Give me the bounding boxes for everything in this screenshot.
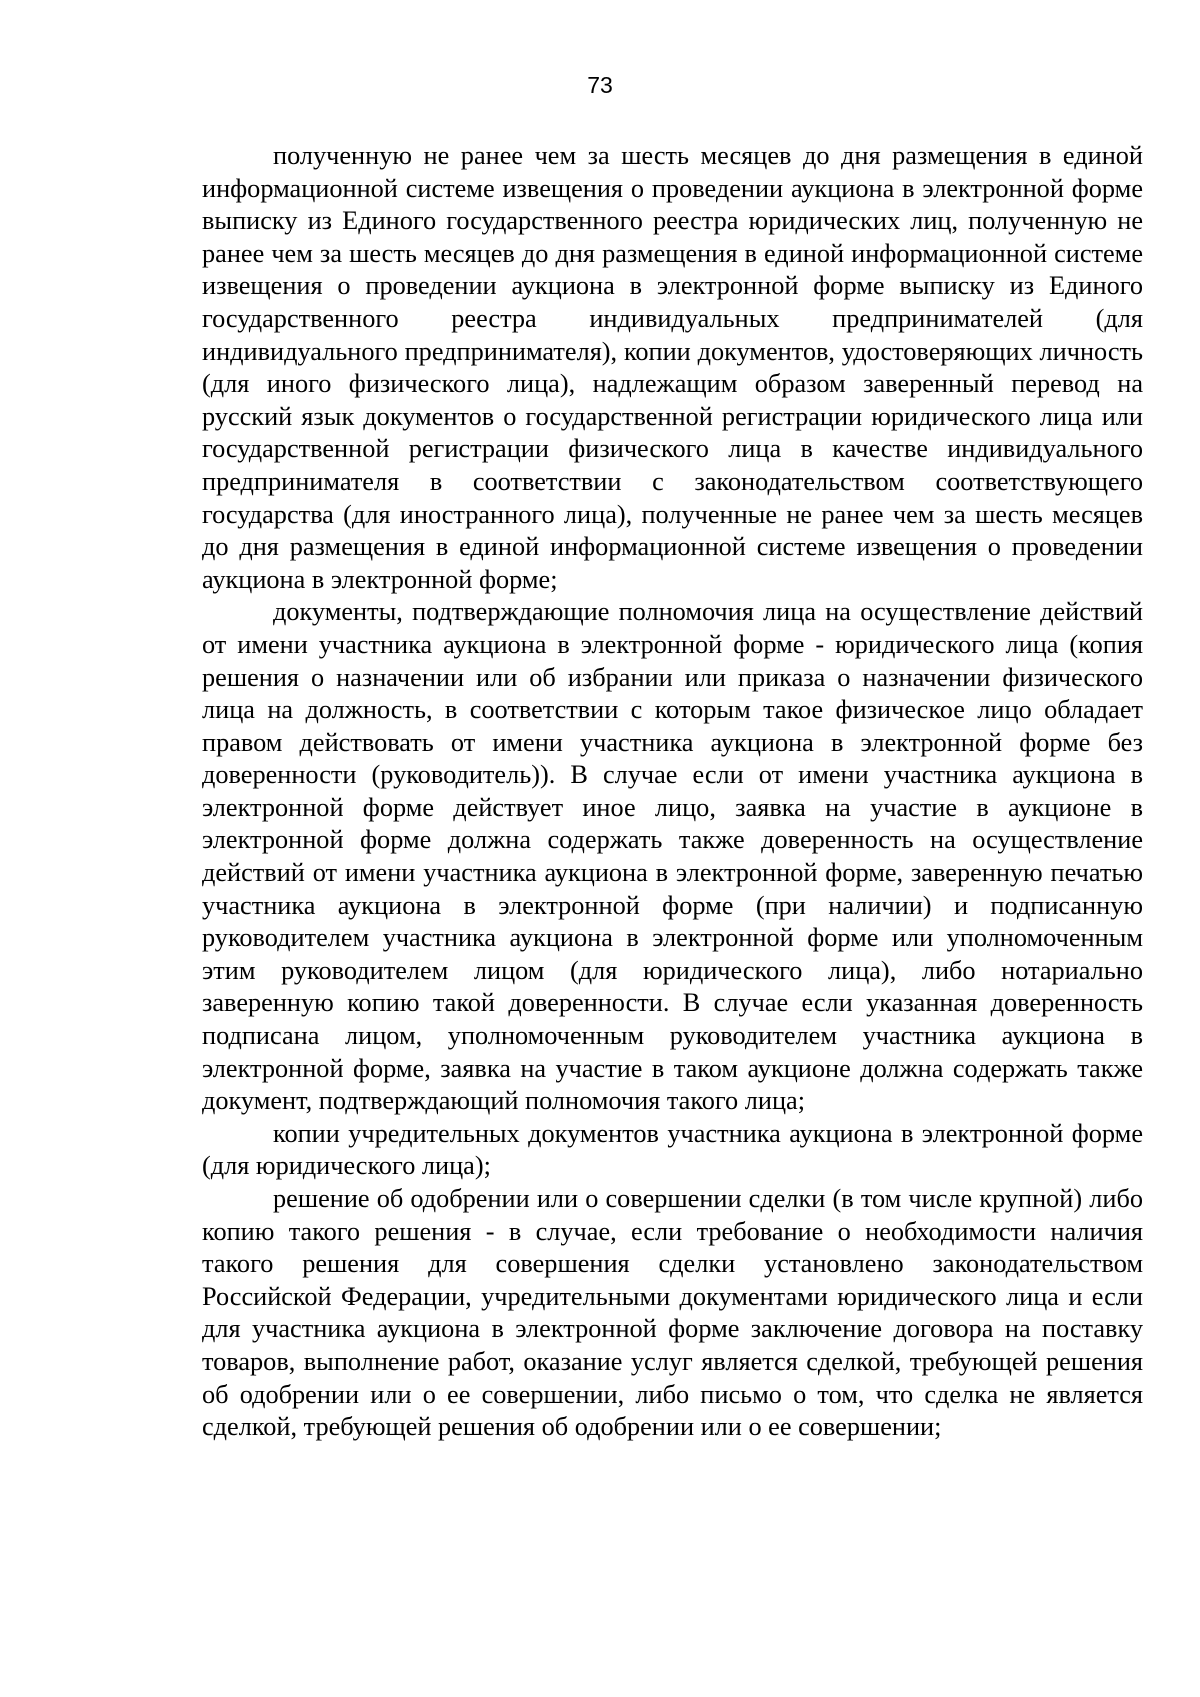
paragraph-authority-documents: документы, подтверждающие полномочия лица на осуществление действий от имени участника аукциона в электронной форме - юридического лица (копия решения о назначении или об избрании или приказа о назначении физического лица на должность, в соответствии с которым такое физическое лицо обладает правом действовать от имени участника аукциона в электронной форме без доверенности (руководитель)). В случае если от имени участника аукциона в электронной форме действует иное лицо, заявка на участие в аукционе в электронной форме должна содержать также доверенность на осуществление действий от имени участника аукциона в электронной форме, заверенную печатью участника аукциона в электронной форме (при наличии) и подписанную руководителем участника аукциона в электронной форме или уполномоченным этим руководителем лицом (для юридического лица), либо нотариально заверенную копию такой доверенности. В случае если указанная доверенность подписана лицом, уполномоченным руководителем участника аукциона в электронной форме, заявка на участие в таком аукционе должна содержать также документ, подтверждающий полномочия такого лица; xyxy=(202,597,1143,1116)
document-body xyxy=(202,140,1143,1444)
paragraph-founding-documents: копии учредительных документов участника аукциона в электронной форме (для юридического лица); xyxy=(202,1118,1143,1181)
paragraph-registry-extract: полученную не ранее чем за шесть месяцев до дня размещения в единой информационной системе извещения о проведении аукциона в электронной форме выписку из Единого государственного реестра юридических лиц, полученную не ранее чем за шесть месяцев до дня размещения в единой информационной системе извещения о проведении аукциона в электронной форме выписку из Единого государственного реестра индивидуальных предпринимателей (для индивидуального предпринимателя), копии документов, удостоверяющих личность (для иного физического лица), надлежащим образом заверенный перевод на русский язык документов о государственной регистрации юридического лица или государственной регистрации физического лица в качестве индивидуального предпринимателя в соответствии с законодательством соответствующего государства (для иностранного лица), полученные не ранее чем за шесть месяцев до дня размещения в единой информационной системе извещения о проведении аукциона в электронной форме; xyxy=(202,141,1143,594)
paragraph-transaction-approval: решение об одобрении или о совершении сделки (в том числе крупной) либо копию такого решения - в случае, если требование о необходимости наличия такого решения для совершения сделки установлено законодательством Российской Федерации, учредительными документами юридического лица и если для участника аукциона в электронной форме заключение договора на поставку товаров, выполнение работ, оказание услуг является сделкой, требующей решения об одобрении или о ее совершении, либо письмо о том, что сделка не является сделкой, требующей решения об одобрении или о ее совершении; xyxy=(202,1184,1143,1442)
page-number: 73 xyxy=(587,72,613,98)
